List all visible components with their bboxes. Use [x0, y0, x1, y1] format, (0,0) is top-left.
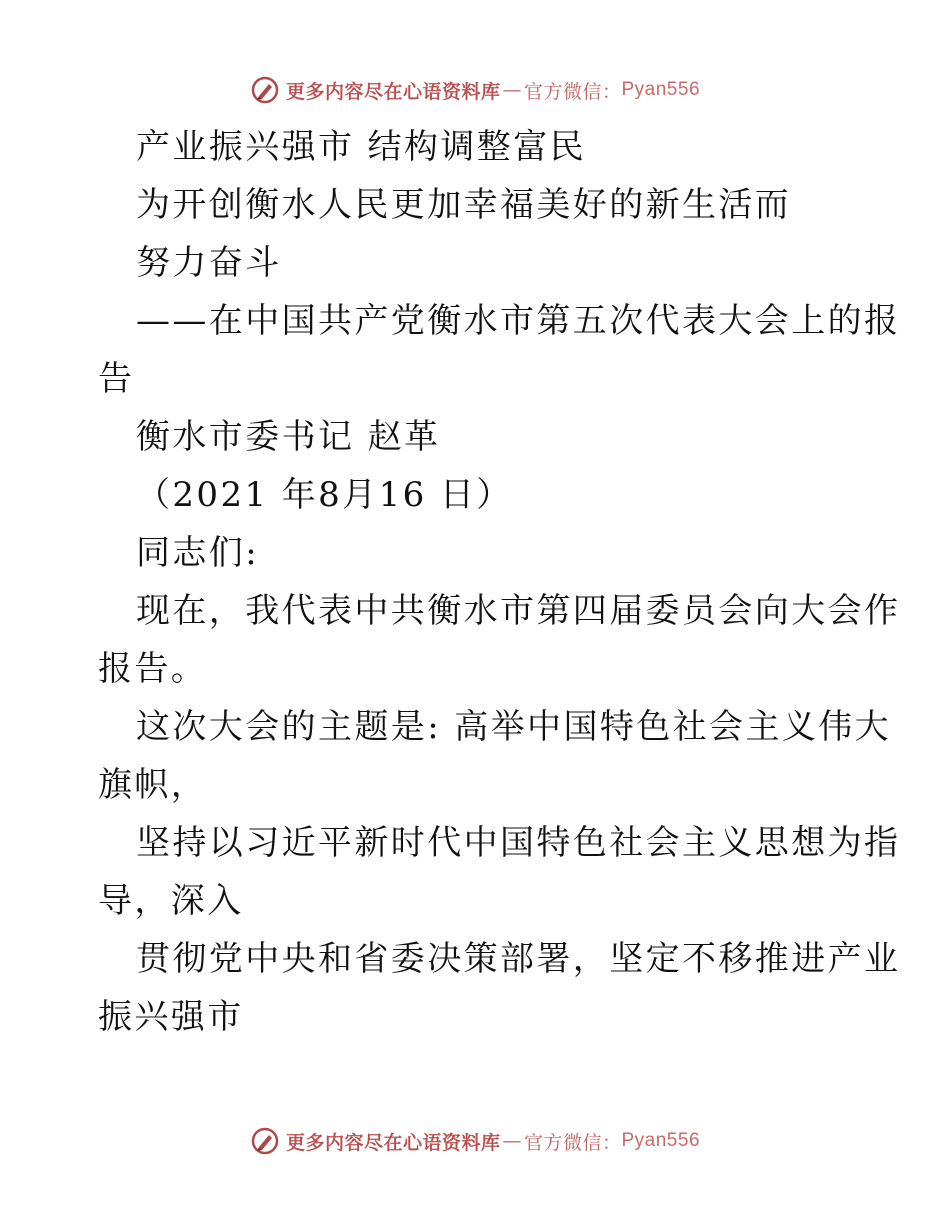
pen-logo-icon — [250, 1126, 280, 1156]
text-line: 导，深入 — [98, 881, 244, 921]
footer-watermark — [0, 1121, 950, 1161]
text-line: 为开创衡水人民更加幸福美好的新生活而 — [136, 185, 792, 225]
watermark-separator: — — [502, 79, 522, 101]
text-line: 坚持以习近平新时代中国特色社会主义思想为指 — [136, 823, 901, 863]
watermark-wechat-id: Pyan556 — [621, 79, 701, 100]
text-line: 这次大会的主题是: 高举中国特色社会主义伟大 — [136, 707, 892, 747]
document-body — [98, 118, 901, 1046]
text-line: 同志们: — [136, 533, 260, 573]
text-line: 产业振兴强市 结构调整富民 — [136, 127, 587, 167]
text-line: 贯彻党中央和省委决策部署，坚定不移推进产业 — [136, 939, 901, 979]
text-line: （2021 年8月16 日） — [136, 475, 513, 515]
text-line: 衡水市委书记 赵革 — [136, 417, 441, 457]
text-line: ——在中国共产党衡水市第五次代表大会上的报 — [136, 301, 901, 341]
text-line: 告 — [98, 359, 135, 399]
header-watermark — [0, 70, 950, 110]
watermark-text: 更多内容尽在心语资料库 — [285, 1131, 501, 1154]
text-line: 现在，我代表中共衡水市第四届委员会向大会作 — [136, 591, 901, 631]
pen-logo-icon — [250, 75, 280, 105]
watermark-wechat-label: 官方微信： — [523, 80, 622, 103]
text-line: 努力奋斗 — [136, 243, 282, 283]
watermark-separator: — — [502, 1130, 522, 1152]
text-line: 报告。 — [98, 649, 208, 689]
watermark-text: 更多内容尽在心语资料库 — [285, 80, 501, 103]
text-line: 振兴强市 — [98, 997, 244, 1037]
text-line: 旗帜， — [98, 765, 208, 805]
watermark-wechat-label: 官方微信： — [523, 1131, 622, 1154]
watermark-wechat-id: Pyan556 — [621, 1130, 701, 1151]
